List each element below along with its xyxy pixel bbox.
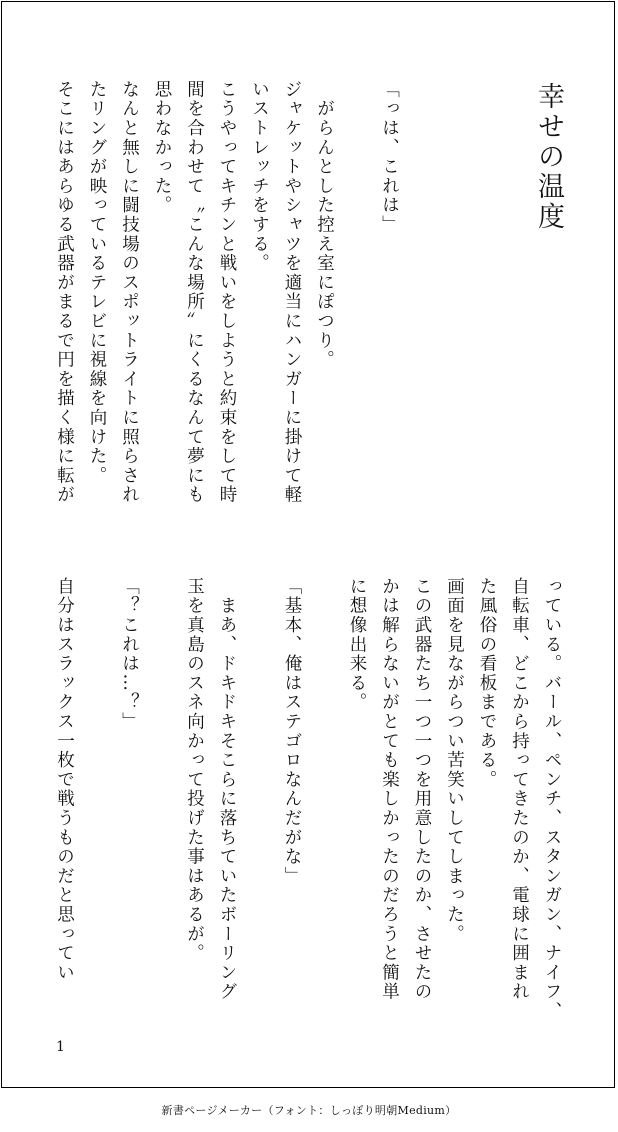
lower-text-block: っている。バール、ペンチ、スタンガン、ナイフ、 自転車、どこから持ってきたのか、電球に囲まれ た風俗の看板まである。 画面を見ながらつい苦笑いしてしまった。 この武器たち一つ一つを用意したのか、させたの かは解らないがとても楽しかったのだろうと簡単 に想像出来る。 「基本、俺はステゴロなんだがな」 まあ、ドキドキそこらに落ちていたボーリング 玉を真島のスネ向かって投げた事はあるが。 「？これは…？」 自分はスラックス一枚で戦うものだと思ってい xyxy=(54,577,562,1021)
upper-text-block: 「っは、これは」 がらんとした控え室にぽつり。 ジャケットやシャツを適当にハンガーに掛けて軽 いストレッチをする。 こうやってキチンと戦いをしようと約束をして時 間を合わせて〝こんな場所〟にくるなんて夢にも 思わなかった。 なんと無しに闘技場のスポットライトに照らされ たリングが映っているテレビに視線を向けた。 そこにはあらゆる武器がまるで円を描く様に転が xyxy=(54,80,400,505)
footer-credit: 新書ページメーカー（フォント：しっぽり明朝Medium） xyxy=(161,1104,457,1117)
page-title: 幸せの温度 xyxy=(533,82,564,232)
book-page xyxy=(1,1,615,1088)
page-number: 1 xyxy=(56,1039,65,1055)
